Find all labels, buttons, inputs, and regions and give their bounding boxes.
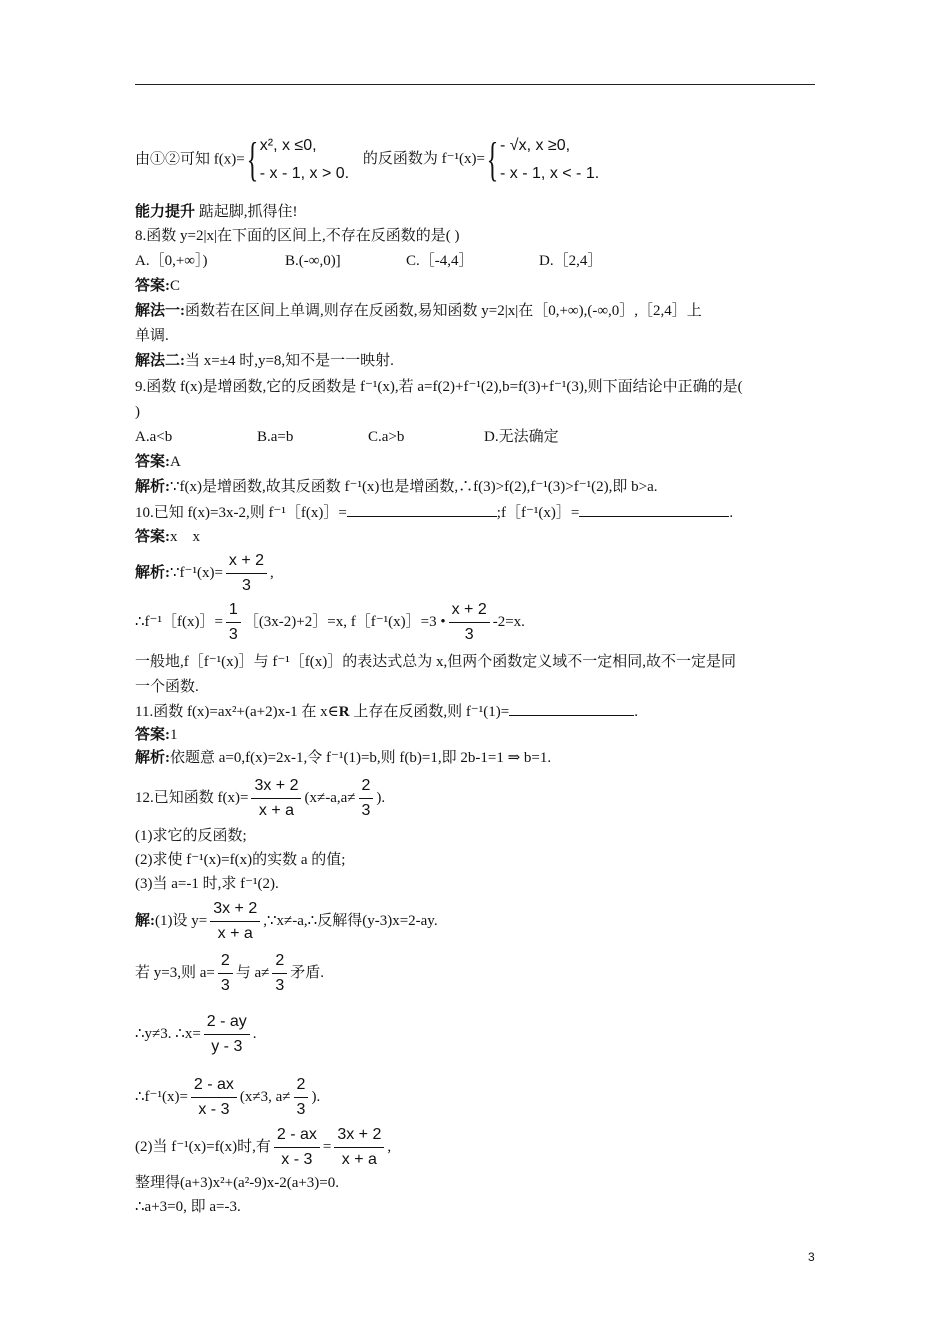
case-1: - √x, x ≥0,	[500, 137, 571, 154]
cases-f	[260, 132, 349, 188]
denominator: 3	[296, 1101, 306, 1118]
q12-part3: (3)当 a=-1 时,求 f⁻¹(2).	[135, 876, 279, 892]
header-rule	[135, 84, 815, 85]
fraction	[226, 551, 267, 596]
text: 10.已知 f(x)=3x-2,则 f⁻¹［f(x)］=	[135, 505, 347, 521]
text: ,∵x≠-a,∴反解得(y-3)x=2-ay.	[263, 912, 438, 929]
value: A	[170, 454, 181, 470]
fraction	[334, 1125, 384, 1170]
text: ∴y≠3. ∴x=	[135, 1025, 201, 1042]
label: 解析:	[135, 750, 170, 766]
q12-part2: (2)求使 f⁻¹(x)=f(x)的实数 a 的值;	[135, 852, 346, 868]
denominator: 3	[275, 977, 285, 994]
label: 答案:	[135, 727, 170, 743]
numerator: 2 - ax	[274, 1125, 320, 1148]
numerator: x + 2	[226, 551, 267, 574]
q12-sol5	[135, 1125, 391, 1170]
q8-sol1b: 单调.	[135, 328, 169, 344]
text: 由①②可知 f(x)=	[135, 151, 245, 168]
text: 当 x=±4 时,y=8,知不是一一映射.	[185, 353, 394, 369]
case-2: - x - 1, x > 0.	[259, 165, 350, 182]
label: 答案:	[135, 529, 170, 545]
numerator: 2 - ax	[191, 1075, 237, 1098]
q10-stem	[135, 502, 733, 523]
left-brace: {	[486, 133, 499, 186]
q10-note2: 一个函数.	[135, 679, 199, 695]
label: 解法一:	[135, 303, 185, 319]
numerator: 2	[359, 776, 374, 799]
denominator: x + a	[341, 1151, 377, 1168]
denominator: 3	[220, 977, 230, 994]
fraction	[359, 776, 374, 821]
text: 依题意 a=0,f(x)=2x-1,令 f⁻¹(1)=b,则 f(b)=1,即 2b-1=1 ⇒ b=1.	[170, 750, 552, 766]
label: 解析:	[135, 479, 170, 495]
q9-solution	[135, 477, 658, 497]
value: C	[170, 278, 181, 294]
numerator: 3x + 2	[210, 899, 260, 922]
numerator: 2 - ay	[204, 1012, 250, 1035]
cases-finv	[500, 132, 599, 188]
text: ).	[311, 1088, 321, 1105]
label: 解析:	[135, 564, 170, 581]
text: ［(3x-2)+2］=x, f［f⁻¹(x)］=3 •	[243, 613, 446, 630]
q12-part1: (1)求它的反函数;	[135, 828, 247, 844]
option-a: A.［0,+∞］)	[135, 253, 208, 269]
numerator: 2	[294, 1075, 309, 1098]
label: 解法二:	[135, 353, 185, 369]
option-d: D.无法确定	[484, 429, 559, 445]
text: 12.已知函数 f(x)=	[135, 789, 249, 806]
equals: =	[322, 1138, 332, 1155]
value: 1	[170, 727, 178, 743]
text: (2)当 f⁻¹(x)=f(x)时,有	[135, 1138, 271, 1155]
text: 若 y=3,则 a=	[135, 964, 215, 981]
denominator: 3	[464, 626, 474, 643]
text: 函数若在区间上单调,则存在反函数,易知函数 y=2|x|在［0,+∞),(-∞,0］,［2,4］上	[185, 303, 702, 319]
q12-sol2	[135, 951, 324, 996]
option-c: C.a>b	[368, 429, 405, 445]
option-b: B.(-∞,0)]	[285, 253, 341, 269]
q12-sol4	[135, 1075, 320, 1120]
text: ∴f⁻¹［f(x)］=	[135, 613, 223, 630]
text: (x≠3, a≠	[239, 1088, 291, 1105]
denominator: x - 3	[198, 1101, 230, 1118]
text: ,	[387, 1138, 392, 1155]
q12-sol6: 整理得(a+3)x²+(a²-9)x-2(a+3)=0.	[135, 1175, 340, 1191]
denominator: x + a	[258, 802, 295, 819]
numerator: 2	[218, 951, 233, 974]
q9-answer	[135, 452, 181, 472]
text: ∴f⁻¹(x)=	[135, 1088, 188, 1105]
option-c: C.［-4,4］	[406, 253, 474, 269]
value: x x	[170, 529, 200, 545]
q12-sol3	[135, 1012, 257, 1057]
numerator: 2	[272, 951, 287, 974]
text: 上存在反函数,则 f⁻¹(1)=	[349, 704, 510, 720]
fraction	[226, 600, 241, 645]
option-b: B.a=b	[257, 429, 294, 445]
text: ∵f(x)是增函数,故其反函数 f⁻¹(x)也是增函数,∴f(3)>f(2),f⁻¹(3)>f⁻¹(2),即 b>a.	[170, 479, 658, 495]
text: (x≠-a,a≠	[304, 789, 356, 806]
real-set: R	[338, 704, 350, 720]
q8-stem: 8.函数 y=2|x|在下面的区间上,不存在反函数的是( )	[135, 228, 460, 244]
fraction	[274, 1125, 320, 1170]
q9-stem2: )	[135, 404, 140, 420]
fraction	[449, 600, 490, 645]
denominator: x + a	[217, 925, 253, 942]
text: -2=x.	[492, 613, 525, 630]
text: 矛盾.	[290, 964, 325, 981]
q8-answer	[135, 276, 180, 296]
text: ).	[376, 789, 386, 806]
text: (1)设 y=	[155, 912, 208, 929]
text: .	[252, 1025, 257, 1042]
blank-2	[579, 502, 729, 517]
denominator: x - 3	[281, 1151, 313, 1168]
heading: 能力提升	[135, 204, 196, 220]
q11-answer	[135, 725, 178, 745]
q8-sol1	[135, 301, 702, 321]
q12-stem	[135, 776, 385, 821]
text: ;f［f⁻¹(x)］=	[496, 505, 580, 521]
q8-sol2	[135, 351, 394, 371]
blank	[509, 701, 634, 716]
fraction	[294, 1075, 309, 1120]
q11-solution	[135, 748, 551, 768]
case-2: - x - 1, x < - 1.	[500, 165, 600, 182]
text: 11.函数 f(x)=ax²+(a+2)x-1 在 x∈	[135, 704, 339, 720]
label: 答案:	[135, 278, 170, 294]
option-a: A.a<b	[135, 429, 173, 445]
option-d: D.［2,4］	[539, 253, 603, 269]
numerator: 3x + 2	[334, 1125, 384, 1148]
q10-sol1	[135, 551, 274, 596]
q11-stem	[135, 701, 638, 722]
section-heading	[135, 202, 298, 222]
denominator: 3	[361, 802, 371, 819]
label: 答案:	[135, 454, 170, 470]
denominator: 3	[228, 626, 238, 643]
fraction	[210, 899, 260, 944]
text: .	[729, 505, 734, 521]
q10-note1: 一般地,f［f⁻¹(x)］与 f⁻¹［f(x)］的表达式总为 x,但两个函数定义域不一定相同,故不一定是同	[135, 654, 737, 670]
page-number: 3	[808, 1250, 815, 1264]
text: ∵f⁻¹(x)=	[170, 564, 223, 581]
denominator: y - 3	[211, 1038, 243, 1055]
text: 的反函数为 f⁻¹(x)=	[362, 151, 485, 168]
numerator: 3x + 2	[251, 776, 301, 799]
text: .	[634, 704, 638, 720]
blank-1	[347, 502, 497, 517]
text: ,	[270, 564, 274, 581]
fraction	[251, 776, 301, 821]
numerator: x + 2	[449, 600, 490, 623]
fraction	[272, 951, 287, 996]
label: 解:	[135, 912, 155, 929]
q10-sol2	[135, 600, 525, 645]
text: 踮起脚,抓得住!	[195, 204, 298, 220]
case-1: x², x ≤0,	[259, 137, 317, 154]
piecewise-line	[135, 132, 599, 188]
q10-answer	[135, 527, 200, 547]
q9-stem: 9.函数 f(x)是增函数,它的反函数是 f⁻¹(x),若 a=f(2)+f⁻¹(2),b=f(3)+f⁻¹(3),则下面结论中正确的是(	[135, 379, 743, 395]
fraction	[204, 1012, 250, 1057]
left-brace: {	[246, 133, 258, 186]
numerator: 1	[226, 600, 241, 623]
fraction	[218, 951, 233, 996]
fraction	[191, 1075, 237, 1120]
q9-options	[135, 427, 559, 447]
denominator: 3	[242, 577, 251, 594]
q12-sol7: ∴a+3=0, 即 a=-3.	[135, 1199, 241, 1215]
text: 与 a≠	[235, 964, 270, 981]
q12-sol1	[135, 899, 438, 944]
q8-options	[135, 251, 603, 271]
